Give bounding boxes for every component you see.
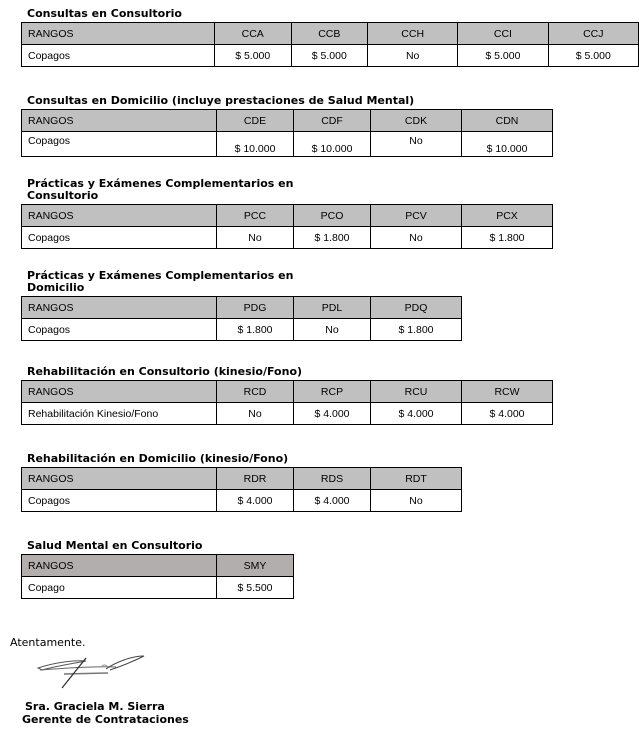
copagos-table — [21, 554, 294, 599]
table-row — [22, 319, 462, 341]
cell-value: $ 1.800 — [217, 319, 294, 341]
cell-value: No — [217, 227, 294, 249]
section-rehabilitacion-domicilio — [21, 453, 462, 512]
table-row — [22, 45, 639, 67]
header-code: PCX — [462, 205, 553, 227]
header-code: PDQ — [371, 297, 462, 319]
copagos-table — [21, 467, 462, 512]
header-code: CDF — [294, 110, 371, 132]
header-code: RCP — [294, 381, 371, 403]
header-code: RDS — [294, 468, 371, 490]
copagos-table — [21, 109, 553, 157]
header-code: CCI — [458, 23, 548, 45]
cell-value: $ 1.800 — [462, 227, 553, 249]
header-rangos: RANGOS — [22, 205, 217, 227]
closing-text: Atentamente. — [10, 636, 86, 649]
table-header-row — [22, 110, 553, 132]
header-code: RCW — [462, 381, 553, 403]
signer-block — [22, 700, 189, 726]
table-header-row — [22, 23, 639, 45]
section-title: Consultas en Consultorio — [27, 7, 182, 20]
header-rangos: RANGOS — [22, 555, 217, 577]
cell-value: $ 4.000 — [371, 403, 462, 425]
section-rehabilitacion-consultorio — [21, 366, 553, 425]
header-code: RDR — [217, 468, 294, 490]
cell-value: $ 1.800 — [294, 227, 371, 249]
header-code: CDN — [462, 110, 553, 132]
cell-value: $ 1.800 — [371, 319, 462, 341]
header-code: PCC — [217, 205, 294, 227]
copagos-table — [21, 296, 462, 341]
signer-name: Sra. Graciela M. Sierra — [25, 700, 165, 713]
cell-value: $ 10.000 — [217, 132, 294, 157]
row-label: Copagos — [22, 45, 215, 67]
row-label: Copagos — [22, 490, 217, 512]
header-code: PCV — [371, 205, 462, 227]
header-code: PDG — [217, 297, 294, 319]
section-title: Prácticas y Exámenes Complementarios en Consultorio — [27, 177, 294, 202]
row-label: Rehabilitación Kinesio/Fono — [22, 403, 217, 425]
section-practicas-domicilio — [21, 270, 462, 341]
cell-value: No — [371, 490, 462, 512]
header-code: CCB — [291, 23, 368, 45]
table-row — [22, 490, 462, 512]
cell-value: $ 5.000 — [548, 45, 638, 67]
table-row — [22, 227, 553, 249]
copagos-table — [21, 380, 553, 425]
header-code: CCJ — [548, 23, 638, 45]
row-label: Copagos — [22, 319, 217, 341]
header-rangos: RANGOS — [22, 468, 217, 490]
header-code: CDK — [371, 110, 462, 132]
cell-value: $ 4.000 — [294, 490, 371, 512]
section-practicas-consultorio — [21, 178, 553, 249]
cell-value: $ 5.000 — [291, 45, 368, 67]
cell-value: $ 10.000 — [294, 132, 371, 157]
signature-image — [36, 654, 151, 695]
table-row — [22, 403, 553, 425]
copagos-table — [21, 22, 639, 67]
cell-value: $ 10.000 — [462, 132, 553, 157]
cell-value: $ 5.500 — [217, 577, 294, 599]
table-row — [22, 577, 294, 599]
table-row — [22, 132, 553, 157]
cell-value: No — [371, 227, 462, 249]
signer-role: Gerente de Contrataciones — [22, 713, 189, 726]
section-title: Consultas en Domicilio (incluye prestaciones de Salud Mental) — [27, 94, 415, 107]
header-code: CDE — [217, 110, 294, 132]
cell-value: No — [371, 132, 462, 157]
table-header-row — [22, 205, 553, 227]
header-rangos: RANGOS — [22, 297, 217, 319]
row-label: Copagos — [22, 132, 217, 157]
header-code: PDL — [294, 297, 371, 319]
cell-value: $ 4.000 — [217, 490, 294, 512]
cell-value: No — [294, 319, 371, 341]
section-consultas-domicilio — [21, 95, 553, 157]
table-header-row — [22, 297, 462, 319]
header-code: CCH — [368, 23, 458, 45]
row-label: Copagos — [22, 227, 217, 249]
cell-value: No — [368, 45, 458, 67]
section-salud-mental-consultorio — [21, 540, 317, 599]
header-code: RDT — [371, 468, 462, 490]
header-rangos: RANGOS — [22, 110, 217, 132]
header-code: RCU — [371, 381, 462, 403]
section-consultas-consultorio — [21, 8, 639, 67]
cell-value: $ 4.000 — [462, 403, 553, 425]
table-header-row — [22, 468, 462, 490]
cell-value: $ 5.000 — [458, 45, 548, 67]
header-code: PCO — [294, 205, 371, 227]
copagos-table — [21, 204, 553, 249]
cell-value: No — [217, 403, 294, 425]
header-code: SMY — [217, 555, 294, 577]
row-label: Copago — [22, 577, 217, 599]
header-rangos: RANGOS — [22, 381, 217, 403]
header-code: RCD — [217, 381, 294, 403]
section-title: Prácticas y Exámenes Complementarios en Domicilio — [27, 269, 294, 294]
section-title: Rehabilitación en Domicilio (kinesio/Fono) — [27, 452, 289, 465]
header-code: CCA — [214, 23, 291, 45]
section-title: Rehabilitación en Consultorio (kinesio/Fono) — [27, 365, 303, 378]
cell-value: $ 4.000 — [294, 403, 371, 425]
cell-value: $ 5.000 — [214, 45, 291, 67]
section-title: Salud Mental en Consultorio — [27, 539, 203, 552]
signature-scribble-icon — [36, 654, 151, 690]
header-rangos: RANGOS — [22, 23, 215, 45]
table-header-row — [22, 555, 294, 577]
table-header-row — [22, 381, 553, 403]
